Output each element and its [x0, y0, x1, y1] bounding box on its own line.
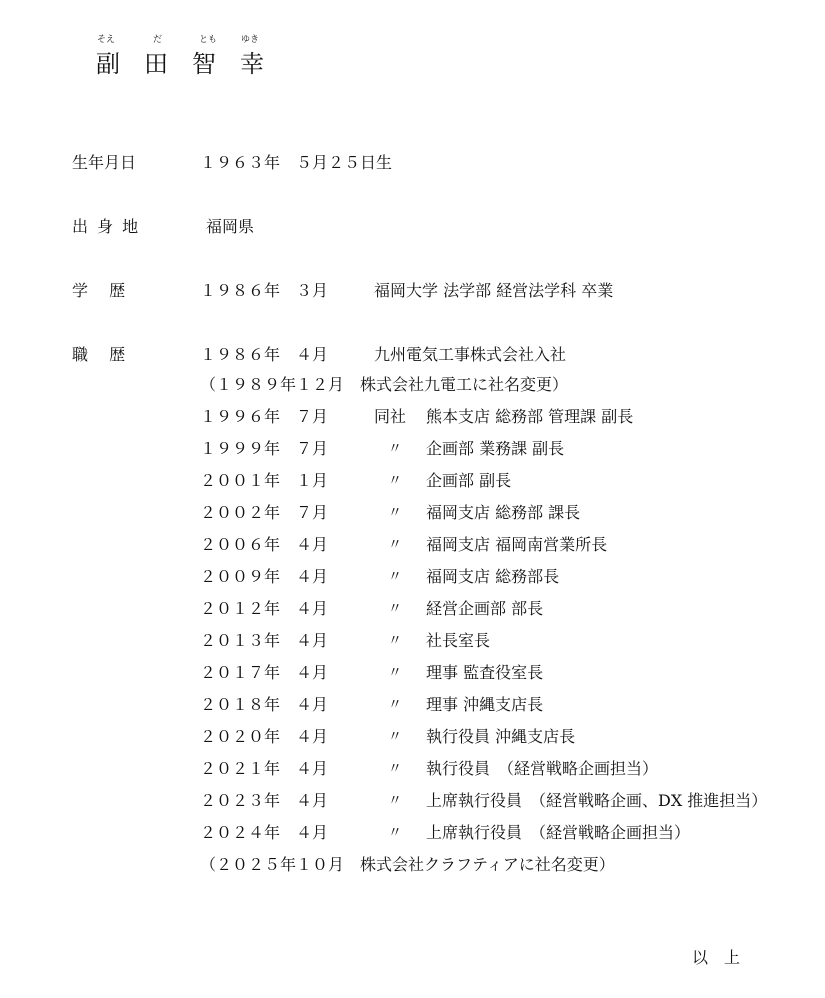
career-entry-ditto-mark: 〃: [388, 633, 402, 649]
career-entry-text: 執行役員 沖縄支店長: [426, 727, 576, 746]
career-entry-ditto-mark: 〃: [388, 825, 402, 841]
career-entry-date: ２０２０年 ４月: [200, 727, 329, 746]
career-entry-ditto-mark: 〃: [388, 729, 402, 745]
birth-value: １９６３年 ５月２５日生: [200, 153, 393, 172]
career-second-date: １９９６年 ７月: [200, 407, 329, 426]
career-entry-text: 社長室長: [426, 631, 491, 650]
career-entry-text: 上席執行役員 （経営戦略企画担当）: [426, 823, 691, 842]
career-second-prefix: 同社: [374, 407, 407, 426]
career-entry-ditto-mark: 〃: [388, 569, 402, 585]
career-entry-text: 執行役員 （経営戦略企画担当）: [426, 759, 659, 778]
name-ruby-3: とも: [199, 35, 218, 45]
career-entry-text: 理事 監査役室長: [426, 663, 544, 682]
career-first-date: １９８６年 ４月: [200, 345, 329, 364]
name-char-1: 副: [96, 50, 120, 78]
career-entry-text: 企画部 副長: [426, 471, 512, 490]
career-first-text: 九州電気工事株式会社入社: [374, 345, 567, 364]
career-rename-note: （１９８９年１２月 株式会社九電工に社名変更）: [200, 375, 569, 394]
career-entry-date: ２００６年 ４月: [200, 535, 329, 554]
name-ruby-2: だ: [153, 35, 163, 45]
career-entry-ditto-mark: 〃: [388, 537, 402, 553]
career-entry-date: ２０１２年 ４月: [200, 599, 329, 618]
career-entry-ditto-mark: 〃: [388, 601, 402, 617]
career-entry-date: ２０２４年 ４月: [200, 823, 329, 842]
name-ruby-4: ゆき: [241, 35, 260, 45]
career-entry-date: ２００９年 ４月: [200, 567, 329, 586]
name-char-4: 幸: [240, 50, 264, 78]
career-entry-date: ２０２１年 ４月: [200, 759, 329, 778]
career-entry-date: ２０２３年 ４月: [200, 791, 329, 810]
career-entry-ditto-mark: 〃: [388, 505, 402, 521]
career-entry-ditto-mark: 〃: [388, 697, 402, 713]
career-entry-ditto-mark: 〃: [388, 665, 402, 681]
career-entry-ditto-mark: 〃: [388, 761, 402, 777]
career-entry-date: ２００２年 ７月: [200, 503, 329, 522]
career-entry-date: １９９９年 ７月: [200, 439, 329, 458]
closing-text: 以 上: [692, 948, 741, 967]
career-entry-text: 福岡支店 総務部長: [426, 567, 560, 586]
education-label: 学 歴: [72, 281, 126, 300]
origin-value: 福岡県: [206, 217, 255, 236]
career-entry-text: 上席執行役員 （経営戦略企画、DX 推進担当）: [426, 791, 768, 810]
career-rename-note-2: （２０２５年１０月 株式会社クラフティアに社名変更）: [200, 855, 615, 874]
career-entry-ditto-mark: 〃: [388, 793, 402, 809]
name-char-2: 田: [144, 50, 168, 78]
career-entry-text: 理事 沖縄支店長: [426, 695, 544, 714]
name-ruby-1: そえ: [97, 35, 116, 45]
birth-label: 生年月日: [72, 153, 137, 172]
career-label: 職 歴: [72, 345, 126, 364]
career-entry-date: ２０１３年 ４月: [200, 631, 329, 650]
career-entry-ditto-mark: 〃: [388, 473, 402, 489]
education-text: 福岡大学 法学部 経営法学科 卒業: [374, 281, 614, 300]
career-entry-date: ２０１８年 ４月: [200, 695, 329, 714]
career-entry-text: 経営企画部 部長: [426, 599, 544, 618]
origin-label: 出 身 地: [72, 217, 141, 236]
education-date: １９８６年 ３月: [200, 281, 329, 300]
career-entry-ditto-mark: 〃: [388, 441, 402, 457]
career-entry-date: ２００１年 １月: [200, 471, 329, 490]
name-char-3: 智: [192, 50, 216, 78]
career-second-text: 熊本支店 総務部 管理課 副長: [426, 407, 634, 426]
career-entry-text: 福岡支店 福岡南営業所長: [426, 535, 608, 554]
career-entry-text: 福岡支店 総務部 課長: [426, 503, 581, 522]
career-entry-text: 企画部 業務課 副長: [426, 439, 565, 458]
career-entry-date: ２０１７年 ４月: [200, 663, 329, 682]
